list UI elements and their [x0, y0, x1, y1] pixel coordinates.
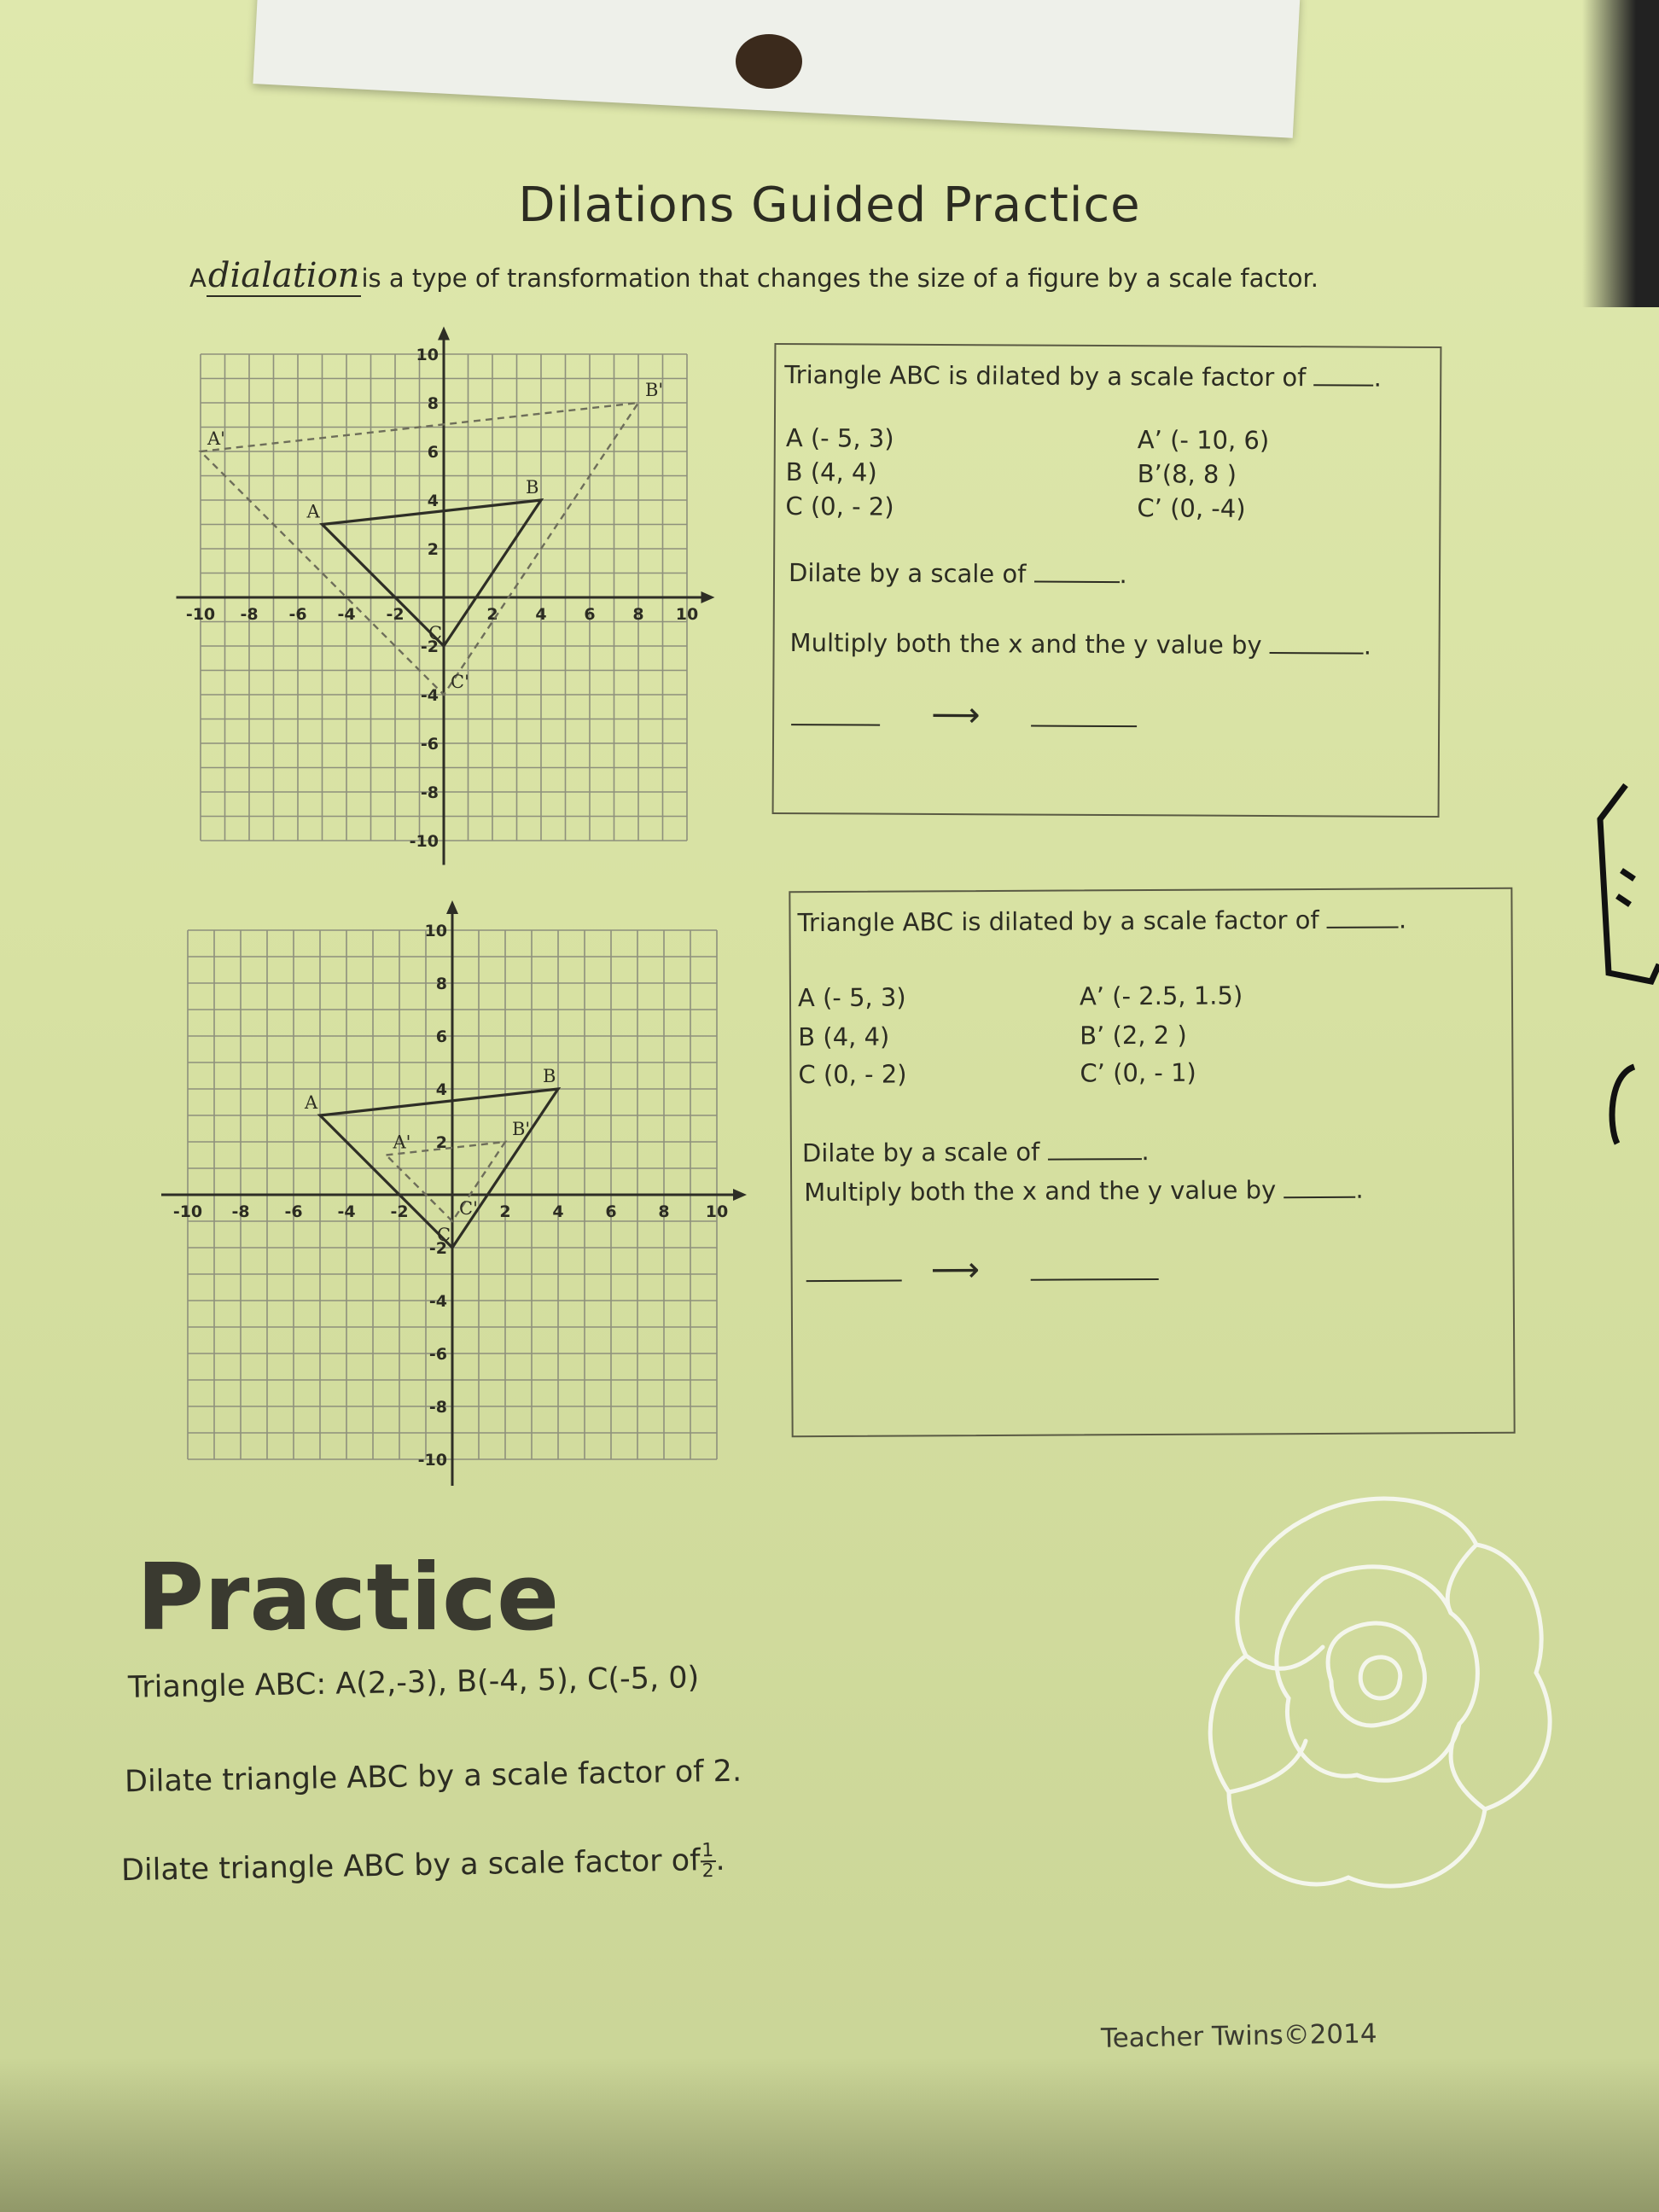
- x-tick-label: -6: [284, 1202, 303, 1221]
- vertex-prime-label: A': [393, 1132, 411, 1153]
- x-tick-label: -4: [337, 605, 356, 624]
- box1-point-c: C (0, - 2): [785, 492, 894, 521]
- y-axis-arrow-icon: [446, 900, 458, 914]
- box1-dilate-line: Dilate by a scale of .: [788, 558, 1127, 590]
- x-tick-label: 4: [535, 605, 547, 624]
- box2-point-a-prime: A’ (- 2.5, 1.5): [1079, 981, 1243, 1011]
- intro-rest: is a type of transformation that changes the size of a figure by a scale factor.: [361, 264, 1318, 293]
- vertex-prime-label: B': [512, 1119, 531, 1139]
- intro-sentence: [189, 256, 1318, 295]
- box2-point-b: B (4, 4): [798, 1022, 890, 1052]
- x-tick-label: -10: [172, 1202, 203, 1221]
- x-axis-arrow-icon: [733, 1189, 747, 1201]
- y-tick-label: -6: [420, 735, 439, 754]
- box2-dilate-line: Dilate by a scale of .: [801, 1137, 1150, 1168]
- x-axis-arrow-icon: [701, 591, 715, 603]
- x-tick-label: -4: [337, 1202, 356, 1221]
- y-tick-label: -10: [409, 832, 439, 851]
- y-tick-label: -8: [428, 1398, 447, 1417]
- x-tick-label: -2: [386, 605, 405, 624]
- x-tick-label: -2: [390, 1202, 409, 1221]
- box1-point-b: B (4, 4): [785, 457, 877, 487]
- vertex-prime-label: B': [645, 380, 664, 400]
- y-tick-label: -10: [417, 1451, 447, 1470]
- y-axis-arrow-icon: [438, 327, 450, 341]
- y-tick-label: 10: [416, 346, 439, 364]
- vertex-prime-label: A': [207, 428, 225, 449]
- box2-point-c: C (0, - 2): [798, 1059, 907, 1090]
- vertex-label: A: [305, 1092, 318, 1113]
- box2-question: Triangle ABC is dilated by a scale factor of .: [797, 905, 1407, 938]
- y-tick-label: 10: [424, 922, 447, 940]
- punch-hole: [736, 34, 802, 89]
- x-tick-label: 4: [552, 1202, 564, 1221]
- practice-task-1: Dilate triangle ABC by a scale factor of 2.: [124, 1754, 742, 1800]
- practice-task-2: Dilate triangle ABC by a scale factor of $\frac{1}{2}$ .: [120, 1840, 725, 1889]
- x-tick-label: 6: [605, 1202, 617, 1221]
- vertex-prime-label: C': [451, 672, 469, 692]
- x-tick-label: 8: [632, 605, 644, 624]
- box2-point-c-prime: C’ (0, - 1): [1080, 1057, 1196, 1088]
- edge-shadow: [1582, 0, 1659, 307]
- y-tick-label: 2: [435, 1133, 447, 1152]
- coordinate-grid-2: [154, 879, 734, 1470]
- box1-point-b-prime: B’(8, 8 ): [1137, 459, 1237, 489]
- x-tick-label: 8: [658, 1202, 670, 1221]
- box1-multiply-line: Multiply both the x and the y value by .: [789, 628, 1372, 661]
- vertex-prime-label: C': [459, 1198, 478, 1219]
- practice-heading: Practice: [137, 1545, 560, 1651]
- box2-point-a: A (- 5, 3): [797, 982, 906, 1013]
- x-tick-label: -8: [231, 1202, 250, 1221]
- box2-point-b-prime: B’ (2, 2 ): [1080, 1020, 1187, 1051]
- y-tick-label: -6: [428, 1345, 447, 1364]
- edge-doodle: [1583, 768, 1659, 1109]
- coordinate-grid-1: [171, 333, 717, 851]
- y-tick-label: -2: [420, 637, 439, 656]
- y-tick-label: -8: [420, 783, 439, 802]
- dilation-box-1: [772, 343, 1442, 818]
- x-tick-label: 10: [675, 605, 699, 624]
- practice-triangle: Triangle ABC: A(2,-3), B(-4, 5), C(-5, 0): [127, 1661, 700, 1705]
- x-tick-label: 2: [499, 1202, 511, 1221]
- y-tick-label: 6: [435, 1027, 447, 1046]
- fraction-one-half: $\frac{1}{2}$: [701, 1840, 714, 1883]
- y-tick-label: 8: [435, 975, 447, 993]
- y-tick-label: 4: [435, 1080, 447, 1099]
- box1-question: Triangle ABC is dilated by a scale factor of .: [784, 360, 1382, 393]
- box1-point-c-prime: C’ (0, -4): [1137, 493, 1246, 523]
- x-tick-label: -10: [185, 605, 216, 624]
- handwritten-answer: dialation: [207, 256, 360, 295]
- x-tick-label: -8: [240, 605, 259, 624]
- y-tick-label: -4: [420, 686, 439, 705]
- y-tick-label: 6: [427, 443, 439, 462]
- x-tick-label: 6: [584, 605, 596, 624]
- y-tick-label: -2: [428, 1239, 447, 1258]
- y-tick-label: 2: [427, 540, 439, 559]
- box2-mapping-blanks: [806, 1249, 1160, 1290]
- box1-point-a-prime: A’ (- 10, 6): [1137, 425, 1270, 455]
- flower-doodle: [1195, 1485, 1570, 1929]
- box1-mapping-blanks: [791, 695, 1138, 736]
- vertex-label: C: [428, 623, 443, 643]
- page-title: Dilations Guided Practice: [518, 178, 1141, 233]
- arrow-icon: ⟶: [930, 1250, 981, 1290]
- bottom-shadow: [0, 2058, 1659, 2212]
- x-tick-label: 10: [705, 1202, 729, 1221]
- vertex-label: B: [526, 477, 539, 498]
- y-tick-label: -4: [428, 1292, 447, 1311]
- arrow-icon: ⟶: [931, 695, 981, 736]
- box2-multiply-line: Multiply both the x and the y value by .: [804, 1174, 1364, 1208]
- intro-prefix: A: [189, 264, 207, 293]
- y-tick-label: 8: [427, 394, 439, 413]
- dilation-box-2: [789, 888, 1515, 1437]
- vertex-label: A: [306, 501, 320, 522]
- y-tick-label: 4: [427, 492, 439, 510]
- x-tick-label: 2: [486, 605, 498, 624]
- vertex-label: B: [543, 1066, 556, 1086]
- x-tick-label: -6: [288, 605, 307, 624]
- footer-copyright: Teacher Twins©2014: [1100, 2018, 1377, 2054]
- vertex-label: C: [437, 1225, 451, 1245]
- box1-point-a: A (- 5, 3): [785, 423, 894, 453]
